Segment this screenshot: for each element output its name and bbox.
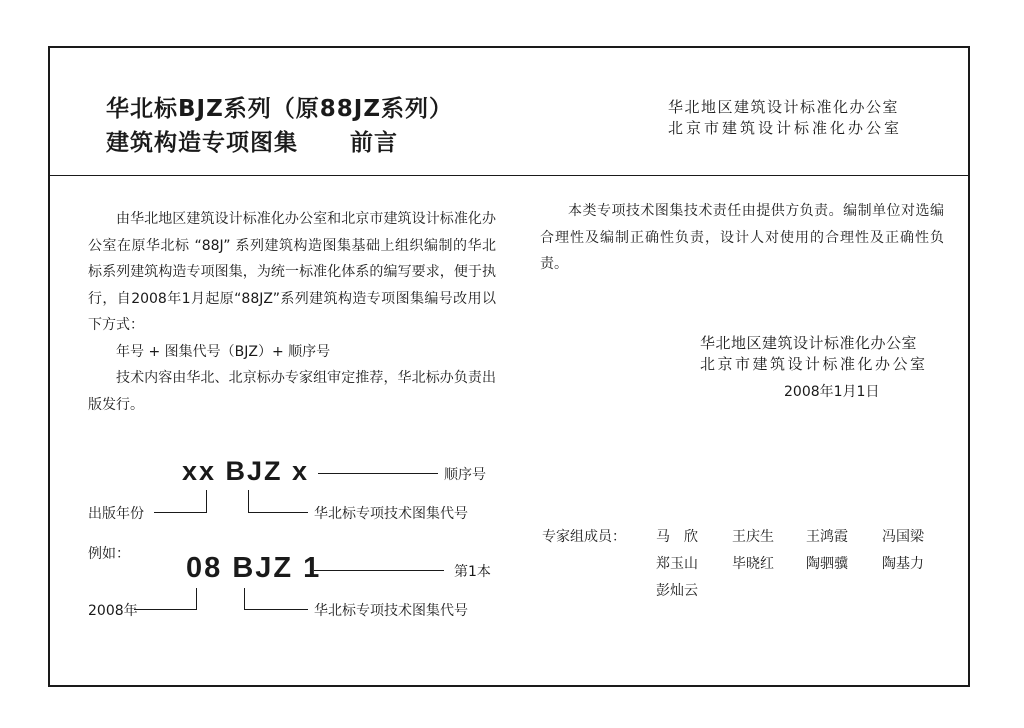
example-atlas-leader-h: [244, 609, 308, 610]
example-year-label: 2008年: [88, 603, 138, 619]
example-year-leader-v: [196, 588, 197, 609]
title-line2: [106, 124, 398, 157]
sign-date: 2008年1月1日: [784, 384, 880, 400]
left-body: [88, 206, 496, 418]
code-template: xx BJZ x: [182, 456, 310, 486]
year-leader-h: [154, 512, 207, 513]
title-atlas: 建筑构造专项图集: [106, 130, 298, 156]
expert-member: 陶基力: [882, 556, 924, 572]
example-year-leader-h: [134, 609, 197, 610]
responsibility-paragraph: 本类专项技术图集技术责任由提供方负责。编制单位对选编合理性及编制正确性负责，设计人对使用的合理性及正确性负责。: [540, 203, 944, 272]
example-code: 08 BJZ 1: [186, 552, 322, 584]
example-atlas-leader-v: [244, 588, 245, 609]
page-frame: [48, 46, 970, 687]
paragraph-2: 技术内容由华北、北京标办专家组审定推荐，华北标办负责出版发行。: [88, 370, 496, 413]
year-label: 出版年份: [88, 506, 144, 522]
example-label: 例如：: [88, 546, 130, 562]
title-preface: 前言: [350, 130, 398, 156]
expert-member: 陶驷骥: [806, 556, 848, 572]
header: [50, 48, 968, 176]
header-org-1: 华北地区建筑设计标准化办公室: [668, 98, 900, 116]
example-sequence-leader: [314, 570, 444, 571]
right-body: [540, 198, 944, 278]
expert-member: 马 欣: [656, 529, 698, 545]
expert-member: 王鸿霞: [806, 529, 848, 545]
atlas-label: 华北标专项技术图集代号: [314, 506, 468, 522]
expert-member: 彭灿云: [656, 583, 698, 599]
atlas-leader-h: [248, 512, 308, 513]
expert-member: 冯国梁: [882, 529, 924, 545]
atlas-leader-v: [248, 490, 249, 512]
example-atlas-label: 华北标专项技术图集代号: [314, 603, 468, 619]
sequence-label: 顺序号: [444, 467, 486, 483]
expert-member: 郑玉山: [656, 556, 698, 572]
numbering-formula: 年号 + 图集代号（BJZ）+ 顺序号: [116, 343, 331, 360]
year-leader-v: [206, 490, 207, 512]
sequence-leader: [318, 473, 438, 474]
example-sequence-label: 第1本: [454, 564, 491, 580]
paragraph-1: 由华北地区建筑设计标准化办公室和北京市建筑设计标准化办公室在原华北标 “88J” 系列建筑构造图集基础上组织编制的华北标系列建筑构造专项图集，为统一标准化体系的编写要求，便于执行，自2008年1月起原“88JZ”系列建筑构造专项图集编号改用以下方式：: [88, 211, 496, 333]
experts-label: 专家组成员：: [542, 529, 626, 545]
expert-member: 王庆生: [732, 529, 774, 545]
sign-org-2: 北京市建筑设计标准化办公室: [700, 355, 928, 373]
expert-member: 毕晓红: [732, 556, 774, 572]
header-org-2: 北京市建筑设计标准化办公室: [668, 119, 903, 137]
sign-org-1: 华北地区建筑设计标准化办公室: [700, 334, 918, 352]
title-line1: 华北标BJZ系列（原88JZ系列）: [106, 96, 454, 122]
